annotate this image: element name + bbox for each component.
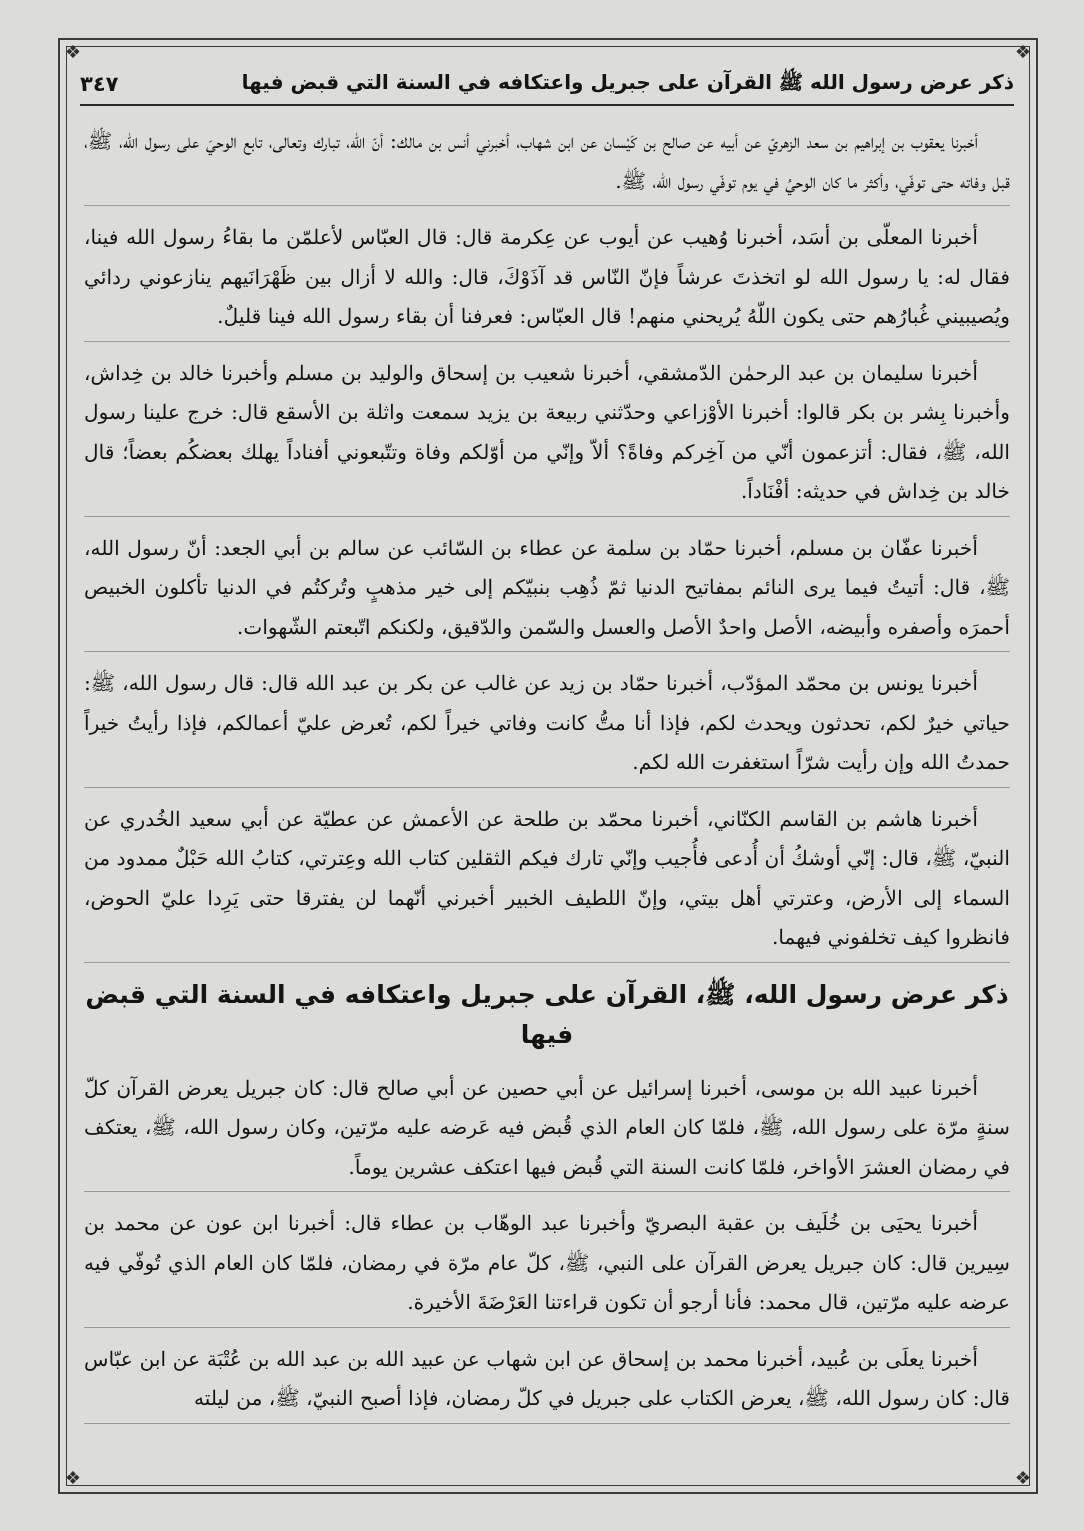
corner-ornament-icon: ❖	[1014, 42, 1032, 63]
corner-ornament-icon: ❖	[1014, 1468, 1032, 1489]
paragraph: أخبرنا يحيَى بن خُلَيف بن عقبة البصريّ وأخبرنا عبد الوهّاب بن عطاء قال: أخبرنا ابن عون عن محمد بن سِيرين قال: كان جبريل يعرض القرآن على النبي، ﷺ، كلّ عام مرّة في رمضان، فلمّا كان العام الذي تُوفّي فيه عرضه عليه مرّتين، قال محمد: فأنا أرجو أن تكون قراءتنا العَرْضَةَ الأخيرة.	[84, 1204, 1010, 1328]
paragraph: أخبرنا المعلّى بن أسَد، أخبرنا وُهيب عن أيوب عن عِكرمة قال: قال العبّاس لأعلمّن ما بقاءُ رسول الله فينا، فقال له: يا رسول الله لو اتخذتَ عرشاً فإنّ النّاس قد آذَوْكَ، قال: والله لا أزال بين ظَهْرَانَيهم ينازعوني ردائي ويُصيبيني غُبارُهم حتى يكون اللّهُ يُريحني منهم! قال العبّاس: فعرفنا أن بقاء رسول الله فينا قليلٌ.	[84, 218, 1010, 342]
corner-ornament-icon: ❖	[64, 1468, 82, 1489]
corner-ornament-icon: ❖	[64, 42, 82, 63]
page-body	[84, 122, 1010, 1472]
page-header	[80, 64, 1014, 106]
paragraph: أخبرنا يونس بن محمّد المؤدّب، أخبرنا حمّاد بن زيد عن غالب عن بكر بن عبد الله قال: قال رسول الله، ﷺ: حياتي خيرٌ لكم، تحدثون ويحدث لكم، فإذا أنا متُّ كانت وفاتي خيراً لكم، تُعرض عليّ أعمالكم، فإذا رأيتُ خيراً حمدتُ الله وإن رأيت شرّاً استغفرت الله لكم.	[84, 664, 1010, 788]
paragraph: أخبرنا عفّان بن مسلم، أخبرنا حمّاد بن سلمة عن عطاء بن السّائب عن سالم بن أبي الجعد: أنّ رسول الله، ﷺ، قال: أتيتُ فيما يرى النائم بمفاتيح الدنيا ثمّ ذُهِب بنبيّكم إلى خير مذهبٍ وتُركتُم في الدنيا تأكلون الخبيص أحمرَه وأصفره وأبيضه، الأصل واحدٌ الأصل والعسل والسّمن والدّقيق، ولكنكم اتّبعتم الشّهوات.	[84, 529, 1010, 653]
paragraph: أخبرنا يعقوب بن إبراهيم بن سعد الزهريّ عن أبيه عن صالح بن كَيْسان عن ابن شهاب، أخبرني أنس بن مالك: أنّ الله، تبارك وتعالى، تابع الوحيَ على رسول الله، ﷺ، قبل وفاته حتى توفّي، وأكثر ما كان الوحيُ في يوم توفّي رسول الله، ﷺ.	[84, 122, 1010, 206]
running-title: ذكر عرض رسول الله ﷺ القرآن على جبريل واعتكافه في السنة التي قبض فيها	[241, 69, 1014, 94]
paragraph: أخبرنا سليمان بن عبد الرحمٰن الدّمشقي، أخبرنا شعيب بن إسحاق والوليد بن مسلم وأخبرنا خالد بن خِداش، وأخبرنا بِشر بن بكر قالوا: أخبرنا الأوْزاعي وحدّثني ربيعة بن يزيد سمعت واثلة بن الأسقع قال: خرج علينا رسول الله، ﷺ، فقال: أتزعمون أنّي من آخِركم وفاةً؟ ألاّ وإنّي من أوّلكم وفاة وتتّبعوني أفناداً يهلك بعضكُم بعضاً؛ قال خالد بن خِداش في حديثه: أفْنَاداً.	[84, 354, 1010, 517]
section-heading: ذكر عرض رسول الله، ﷺ، القرآن على جبريل واعتكافه في السنة التي قبض فيها	[85, 979, 1009, 1049]
paragraph: أخبرنا يعلَى بن عُبيد، أخبرنا محمد بن إسحاق عن ابن شهاب عن عبيد الله بن عبد الله بن عُتْبَة عن ابن عبّاس قال: كان رسول الله، ﷺ، يعرض الكتاب على جبريل في كلّ رمضان، فإذا أصبح النبيّ، ﷺ، من ليلته	[84, 1340, 1010, 1424]
page-number: ٣٤٧	[80, 72, 119, 96]
paragraph: أخبرنا هاشم بن القاسم الكنّاني، أخبرنا محمّد بن طلحة عن الأعمش عن عطيّة عن أبي سعيد الخُدري عن النبيّ، ﷺ، قال: إنّي أوشكُ أن أُدعى فأُجيب وإنّي تارك فيكم الثقلين كتاب الله وعِترتي، كتابُ الله حَبْلٌ ممدود من السماء إلى الأرض، وعترتي أهل بيتي، وإنّ اللطيف الخبير أخبرني أنّهما لن يفترقا حتى يَرِدا عليّ الحوض، فانظروا كيف تخلفوني فيهما.	[84, 800, 1010, 963]
paragraph: أخبرنا عبيد الله بن موسى، أخبرنا إسرائيل عن أبي حصين عن أبي صالح قال: كان جبريل يعرض القرآن كلّ سنةٍ مرّة على رسول الله، ﷺ، فلمّا كان العام الذي قُبض فيه عَرضه عليه مرّتين، وكان رسول الله، ﷺ، يعتكف في رمضان العشرَ الأواخر، فلمّا كانت السنة التي قُبض فيها اعتكف عشرين يوماً.	[84, 1069, 1010, 1193]
